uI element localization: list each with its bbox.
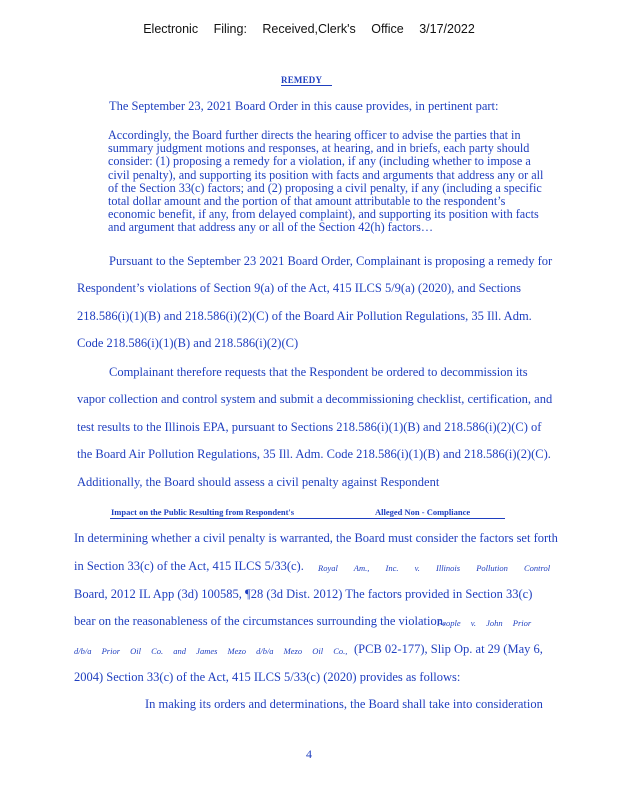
header-electronic: Electronic: [143, 22, 199, 36]
case-citation-royal: Royal Am., Inc. v. Illinois Pollution Control: [318, 563, 551, 573]
block-quote-start: In making its orders and determinations, the Board shall take into consideration: [145, 697, 543, 711]
header-received: Received,Clerk's: [262, 22, 356, 36]
quote-line: Accordingly, the Board further directs the hearing officer to advise the parties that in: [108, 128, 521, 142]
body-line: bear on the reasonableness of the circumstances surrounding the violation.: [74, 614, 447, 628]
body-line: test results to the Illinois EPA, pursuant to Sections 218.586(i)(1)(B) and 218.586(i)(2)(C) of: [77, 420, 542, 434]
quote-line: economic benefit, if any, from delayed complaint), and supporting its position with facts: [108, 207, 539, 222]
case-citation-prior: People v. John Prior: [437, 618, 532, 628]
quote-line: and argument that address any or all of the Section 42(h) factors…: [108, 220, 434, 235]
quote-line: total dollar amount and the portion of that amount attributable to the respondent’s: [108, 194, 506, 209]
section-heading-remedy: REMEDY: [281, 75, 332, 86]
body-line: (PCB 02-177), Slip Op. at 29 (May 6,: [354, 642, 543, 656]
body-line: Pursuant to the September 23 2021 Board Order, Complainant is proposing a remedy for: [109, 254, 553, 268]
body-line: Complainant therefore requests that the Respondent be ordered to decommission its: [109, 365, 528, 379]
quote-line: summary judgment motions and responses, at hearing, and in briefs, each party should: [108, 141, 530, 156]
body-line: Additionally, the Board should assess a civil penalty against Respondent: [77, 475, 440, 489]
subheading-impact: Impact on the Public Resulting from Respondent's: [111, 507, 295, 517]
intro-line: The September 23, 2021 Board Order in this cause provides, in pertinent part:: [109, 99, 499, 113]
case-citation-prior-cont: d/b/a Prior Oil Co. and James Mezo d/b/a Mezo Oil Co.,: [74, 646, 348, 656]
body-line: in Section 33(c) of the Act, 415 ILCS 5/33(c).: [74, 559, 304, 573]
page-number: 4: [306, 747, 312, 761]
body-line: Respondent’s violations of Section 9(a) of the Act, 415 ILCS 5/9(a) (2020), and Sections: [77, 281, 522, 295]
body-line: In determining whether a civil penalty is warranted, the Board must consider the factors set forth: [74, 531, 558, 545]
body-line: Code 218.586(i)(1)(B) and 218.586(i)(2)(C): [77, 336, 299, 350]
subheading-underline: [110, 518, 505, 519]
subheading-noncompliance: Alleged Non - Compliance: [375, 507, 471, 517]
body-line: 2004) Section 33(c) of the Act, 415 ILCS 5/33(c) (2020) provides as follows:: [74, 670, 461, 684]
quote-line: consider: (1) proposing a remedy for a violation, if any (including whether to impose a: [108, 154, 531, 169]
filing-stamp-header: [0, 22, 618, 36]
body-line: Board, 2012 IL App (3d) 100585, ¶28 (3d Dist. 2012) The factors provided in Section 33(c): [74, 587, 533, 601]
board-order-quote: [108, 129, 588, 235]
header-office: Office: [371, 22, 404, 36]
body-line: vapor collection and control system and submit a decommissioning checklist, certification, and: [77, 392, 553, 406]
quote-line: of the Section 33(c) factors; and (2) proposing a civil penalty, if any (including a specific: [108, 180, 542, 195]
body-line: 218.586(i)(1)(B) and 218.586(i)(2)(C) of the Board Air Pollution Regulations, 35 Ill. Adm.: [77, 309, 532, 323]
header-date: 3/17/2022: [419, 22, 475, 36]
quote-line: civil penalty), and supporting its position with facts and arguments that address any or all: [108, 167, 544, 182]
body-line: the Board Air Pollution Regulations, 35 Ill. Adm. Code 218.586(i)(1)(B) and 218.586(i)(2)(C).: [77, 447, 551, 461]
header-filing: Filing:: [213, 22, 247, 36]
